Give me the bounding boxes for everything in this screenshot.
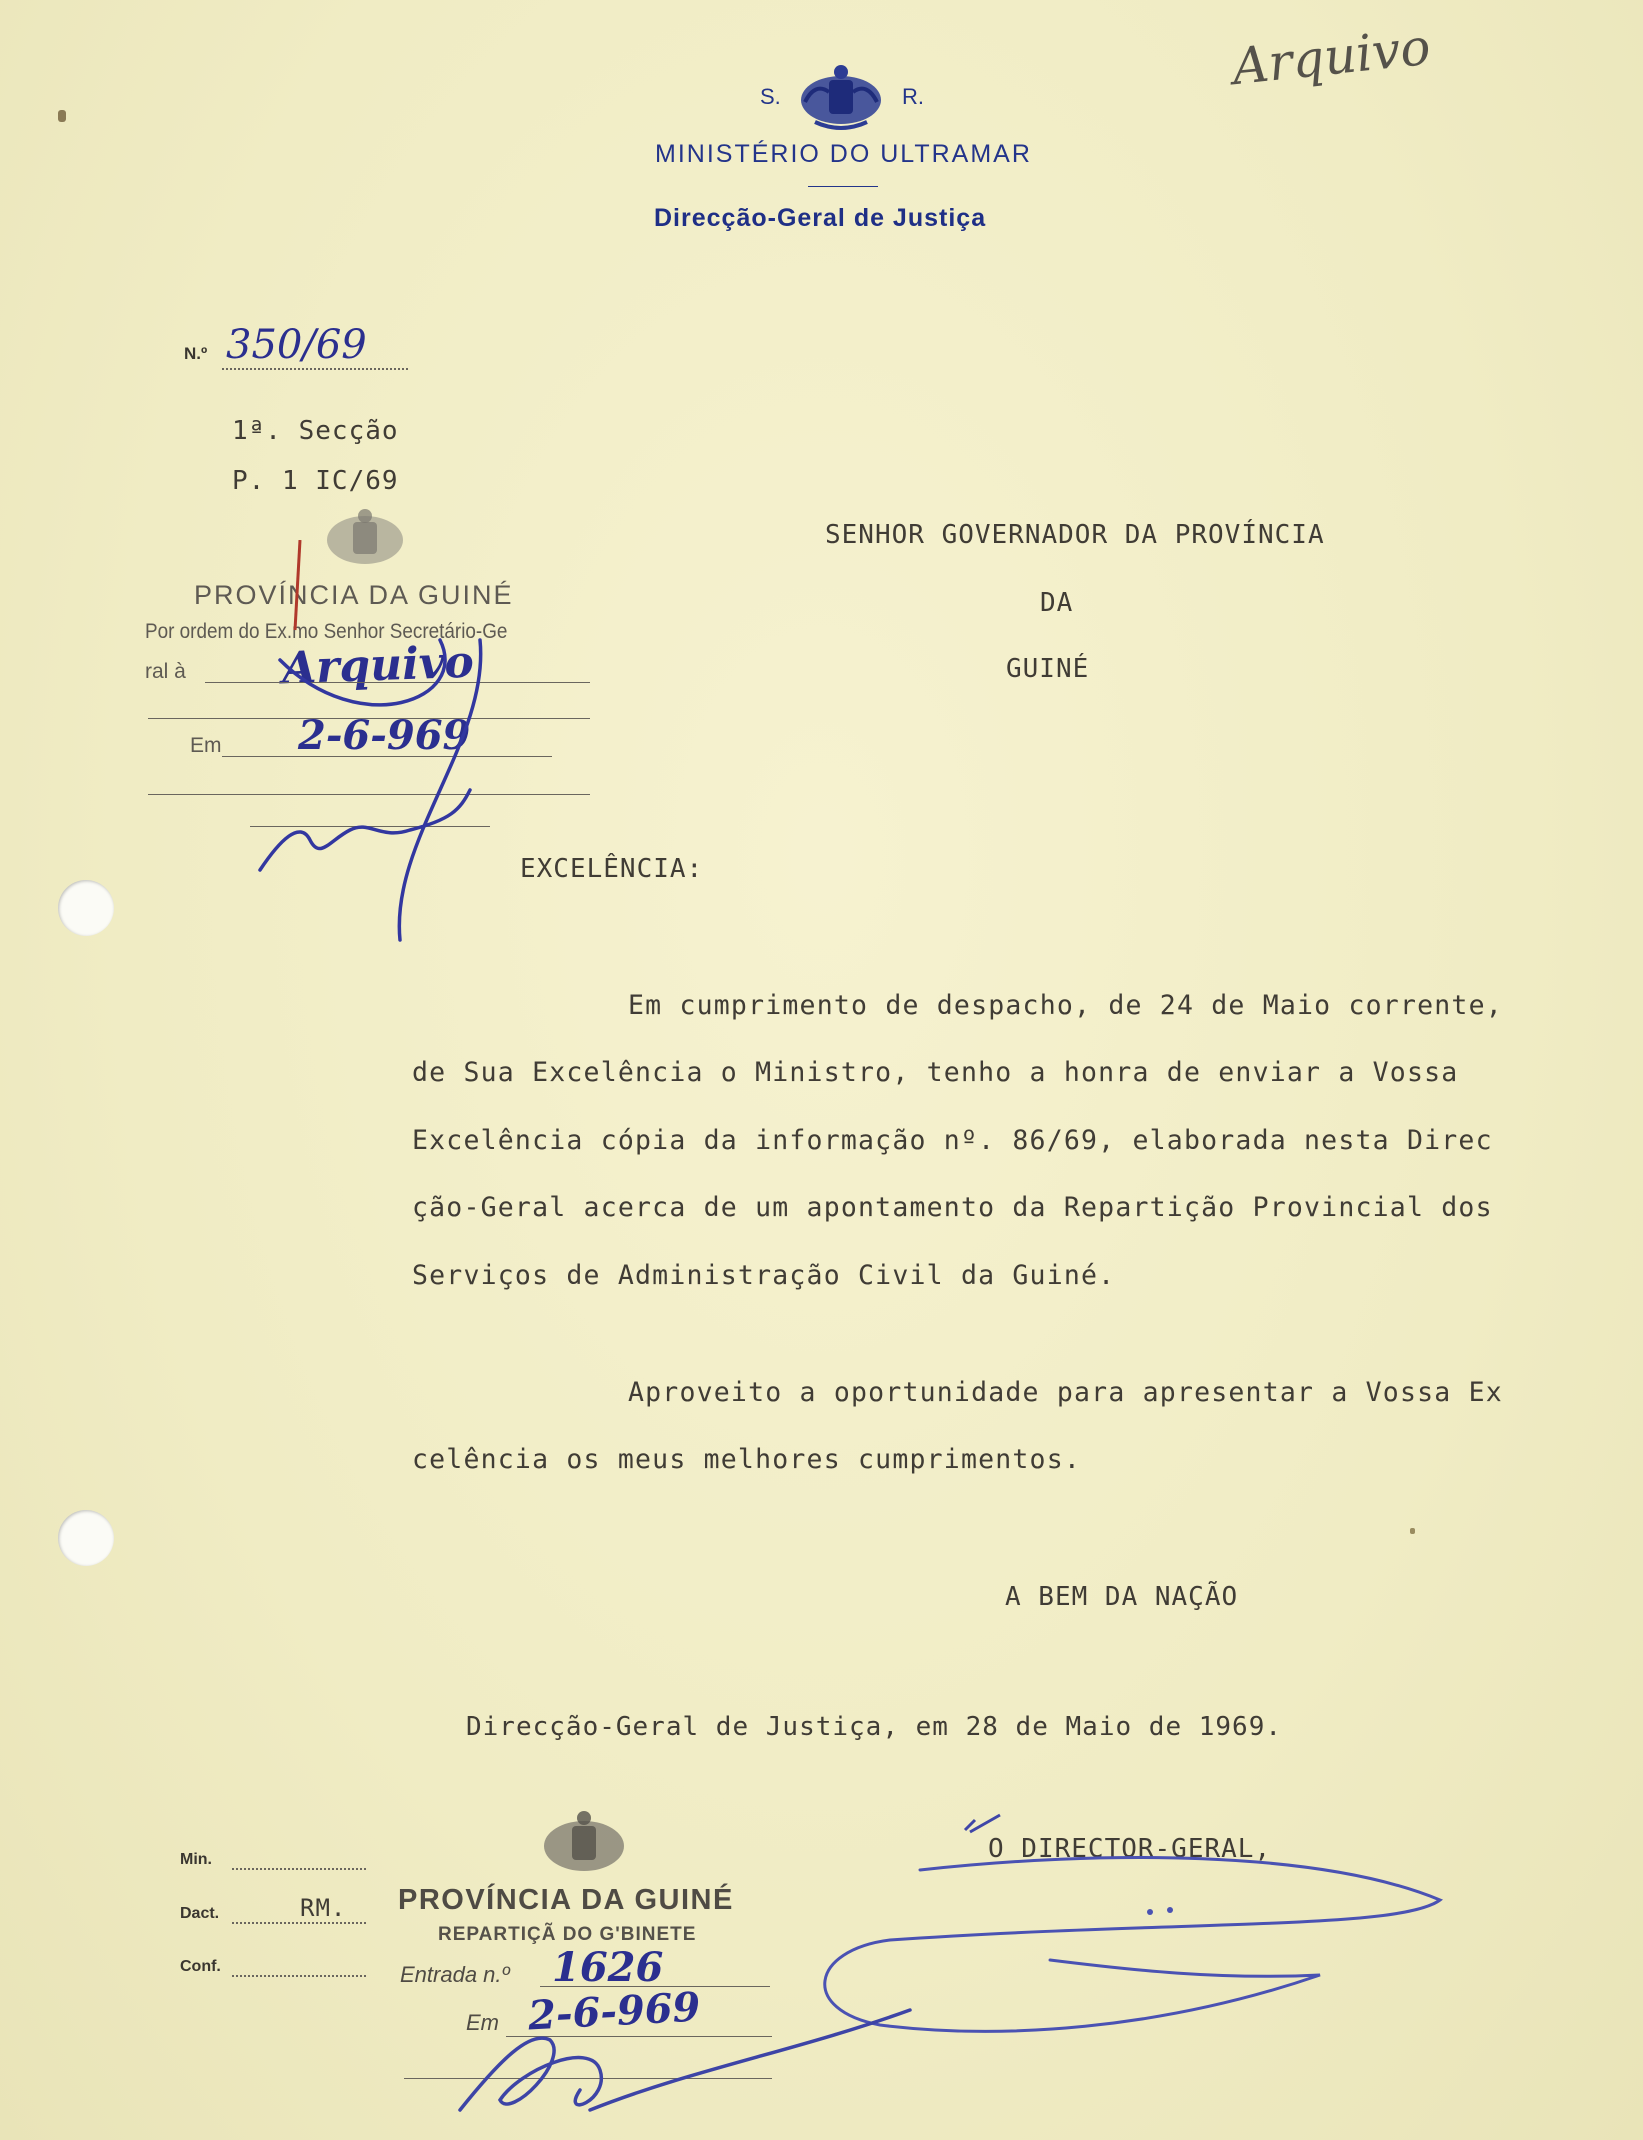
body-p1-line-1: Em cumprimento de despacho, de 24 de Maio corrente,: [628, 990, 1503, 1021]
body-p2-line-1: Aproveito a oportunidade para apresentar a Vossa Ex: [628, 1377, 1503, 1408]
top-stamp-date-value: 2-6-969: [298, 712, 471, 759]
bottom-stamp-entry-label: Entrada n.º: [400, 1962, 510, 1987]
footer-dact-line: [232, 1922, 366, 1924]
section-label: 1ª. Secção: [232, 416, 399, 446]
top-stamp-title: PROVÍNCIA DA GUINÉ: [194, 580, 514, 610]
paper-speck: [58, 110, 66, 122]
bottom-stamp-entry-value: 1626: [552, 1944, 664, 1991]
top-stamp-date-label: Em: [190, 734, 222, 757]
addressee-line-3: GUINÉ: [1006, 654, 1090, 684]
coat-of-arms-icon: [795, 62, 887, 134]
body-p1-line-5: Serviços de Administração Civil da Guiné.: [412, 1260, 1116, 1291]
bottom-stamp-title: PROVÍNCIA DA GUINÉ: [398, 1884, 734, 1916]
body-p1-line-4: ção-Geral acerca de um apontamento da Repartição Provincial dos: [412, 1192, 1493, 1223]
top-stamp-signature-scribble: [240, 540, 530, 960]
reference-number-value: 350/69: [226, 322, 367, 368]
top-stamp-order-value: Arquivo: [281, 636, 475, 695]
bottom-stamp-date-value: 2-6-969: [526, 1983, 702, 2040]
body-p1-line-2: de Sua Excelência o Ministro, tenho a honra de enviar a Vossa: [412, 1057, 1459, 1088]
letterhead-divider: [808, 186, 878, 187]
top-stamp-order-line-1: Por ordem do Ex.mo Senhor Secretário-Ge: [145, 620, 508, 643]
body-p1-line-3: Excelência cópia da informação nº. 86/69, elaborada nesta Direc: [412, 1125, 1493, 1156]
footer-dact-value: RM.: [300, 1894, 347, 1922]
footer-dact-label: Dact.: [180, 1905, 220, 1922]
salutation: EXCELÊNCIA:: [520, 854, 704, 884]
closing: A BEM DA NAÇÃO: [1005, 1582, 1239, 1612]
paper-speck: [1410, 1528, 1415, 1534]
reference-number-label: N.º: [184, 344, 208, 363]
footer-conf-line: [232, 1975, 366, 1977]
signatory-title: O DIRECTOR-GERAL,: [988, 1834, 1272, 1864]
punch-hole-top: [58, 880, 114, 936]
footer-conf-label: Conf.: [180, 1958, 221, 1975]
letterhead-right-letter: R.: [902, 84, 924, 109]
top-handwritten-annotation: Arquivo: [1229, 17, 1434, 97]
footer-min-label: Min.: [180, 1851, 212, 1868]
process-label: P. 1 IC/69: [232, 466, 399, 496]
bottom-stamp-subtitle: REPARTIÇÃ DO G'BINETE: [438, 1924, 697, 1945]
footer-min-line: [232, 1868, 366, 1870]
reference-number-dotted-line: [222, 368, 408, 370]
punch-hole-bottom: [58, 1510, 114, 1566]
body-p2-line-2: celência os meus melhores cumprimentos.: [412, 1444, 1082, 1475]
department-name: Direcção-Geral de Justiça: [654, 204, 987, 232]
addressee-line-2: DA: [1040, 588, 1074, 618]
addressee-line-1: SENHOR GOVERNADOR DA PROVÍNCIA: [825, 520, 1325, 550]
place-date: Direcção-Geral de Justiça, em 28 de Maio de 1969.: [466, 1712, 1283, 1742]
bottom-stamp-emblem-icon: [536, 1808, 632, 1882]
letterhead-left-letter: S.: [760, 84, 781, 109]
top-stamp-order-line-2: ral à: [145, 660, 186, 683]
bottom-stamp-signature-scribble: [440, 2000, 920, 2140]
bottom-stamp-date-label: Em: [466, 2010, 499, 2035]
ministry-name: MINISTÉRIO DO ULTRAMAR: [655, 140, 1032, 168]
